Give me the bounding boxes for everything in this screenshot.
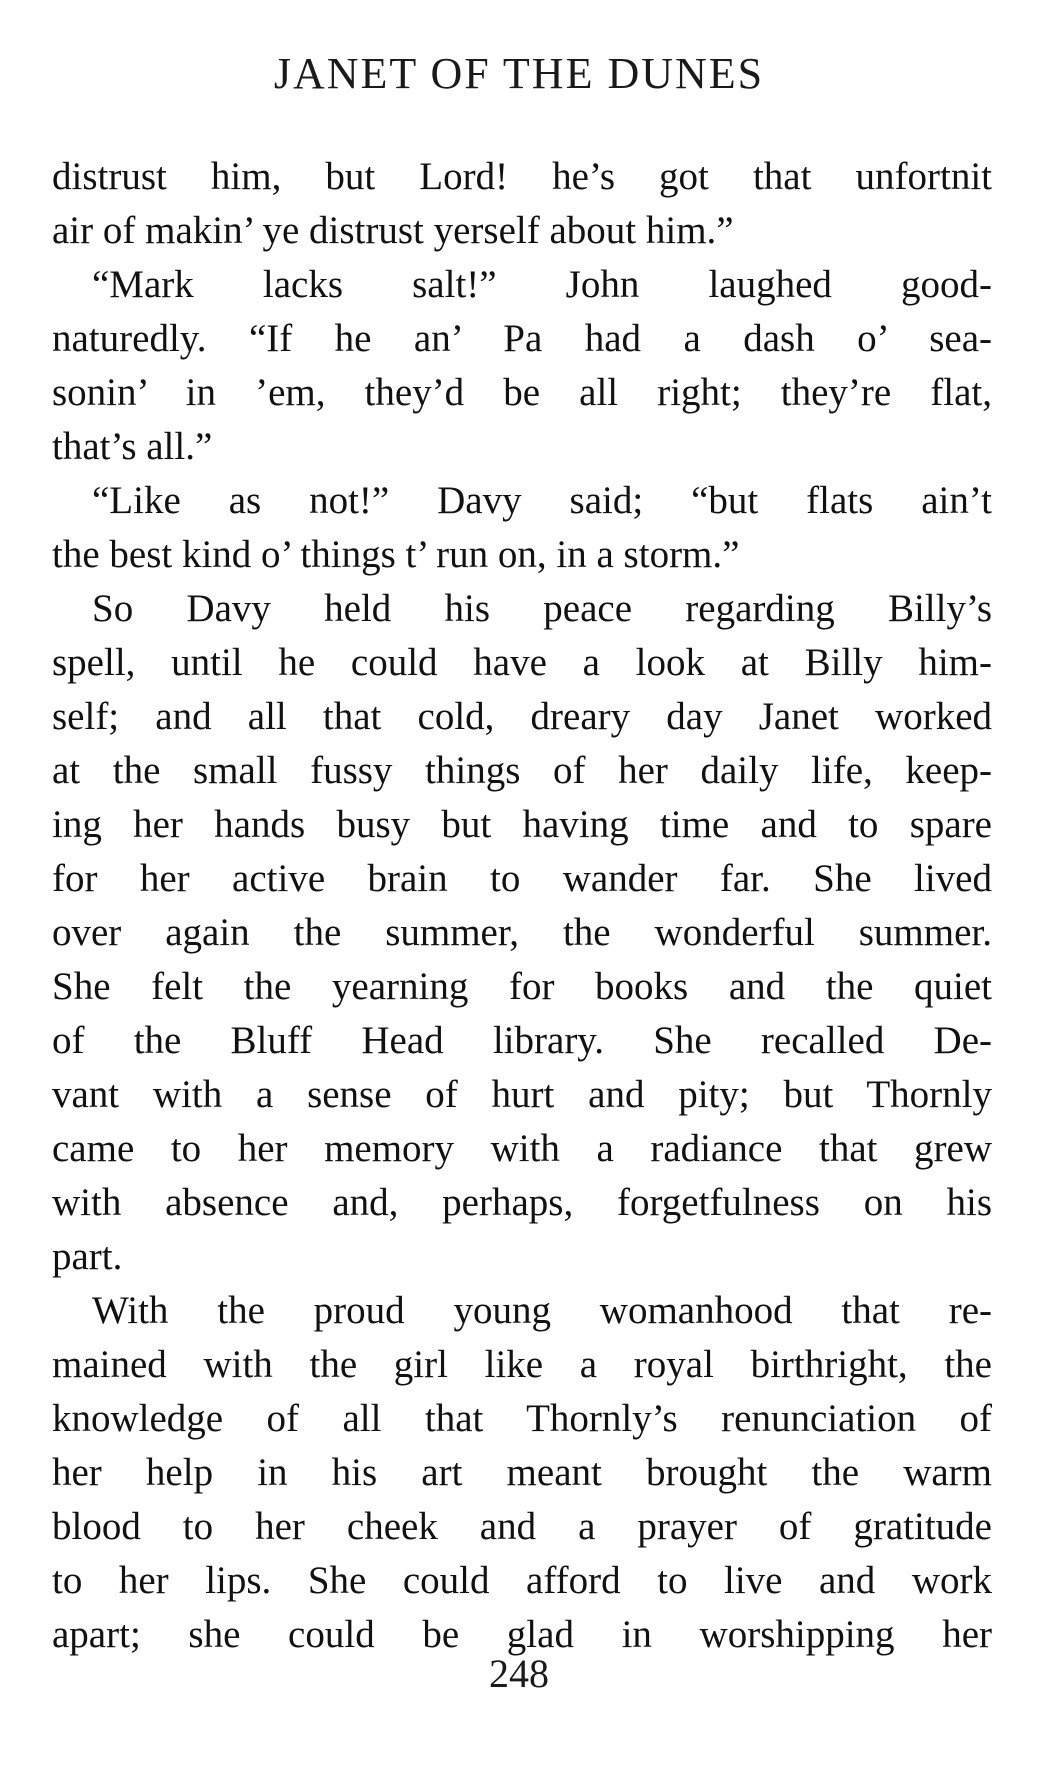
text-line: With the proud young womanhood that re- — [92, 1289, 992, 1332]
text-line: spell, until he could have a look at Billy him- — [52, 641, 992, 684]
text-line: part. — [52, 1235, 123, 1278]
body-text — [52, 150, 992, 1662]
text-line: She felt the yearning for books and the quiet — [52, 965, 992, 1008]
text-line: for her active brain to wander far. She lived — [52, 857, 992, 900]
text-line: at the small fussy things of her daily life, keep- — [52, 749, 992, 792]
text-line: distrust him, but Lord! he’s got that unfortnit — [52, 155, 992, 198]
text-line: of the Bluff Head library. She recalled De- — [52, 1019, 992, 1062]
text-line: air of makin’ ye distrust yerself about him.” — [52, 209, 734, 252]
text-line: came to her memory with a radiance that grew — [52, 1127, 992, 1170]
page-number: 248 — [489, 1651, 549, 1696]
text-line: apart; she could be glad in worshipping her — [52, 1613, 992, 1656]
text-line: that’s all.” — [52, 425, 213, 468]
text-line: knowledge of all that Thornly’s renunciation of — [52, 1397, 992, 1440]
text-line: vant with a sense of hurt and pity; but Thornly — [52, 1073, 992, 1116]
text-line: the best kind o’ things t’ run on, in a storm.” — [52, 533, 740, 576]
text-line: sonin’ in ’em, they’d be all right; they’re flat, — [52, 371, 992, 414]
text-line: with absence and, perhaps, forgetfulness on his — [52, 1181, 992, 1224]
text-line: self; and all that cold, dreary day Janet worked — [52, 695, 992, 738]
text-line: blood to her cheek and a prayer of gratitude — [52, 1505, 992, 1548]
text-line: ing her hands busy but having time and to spare — [52, 803, 992, 846]
text-line: naturedly. “If he an’ Pa had a dash o’ sea- — [52, 317, 992, 360]
text-line: “Like as not!” Davy said; “but flats ain’t — [92, 479, 992, 522]
text-line: “Mark lacks salt!” John laughed good- — [92, 263, 992, 306]
text-line: over again the summer, the wonderful summer. — [52, 911, 992, 954]
text-line: her help in his art meant brought the warm — [52, 1451, 992, 1494]
text-line: So Davy held his peace regarding Billy’s — [92, 587, 992, 630]
running-head: JANET OF THE DUNES — [273, 49, 765, 98]
text-line: mained with the girl like a royal birthright, the — [52, 1343, 992, 1386]
text-line: to her lips. She could afford to live and work — [52, 1559, 992, 1602]
